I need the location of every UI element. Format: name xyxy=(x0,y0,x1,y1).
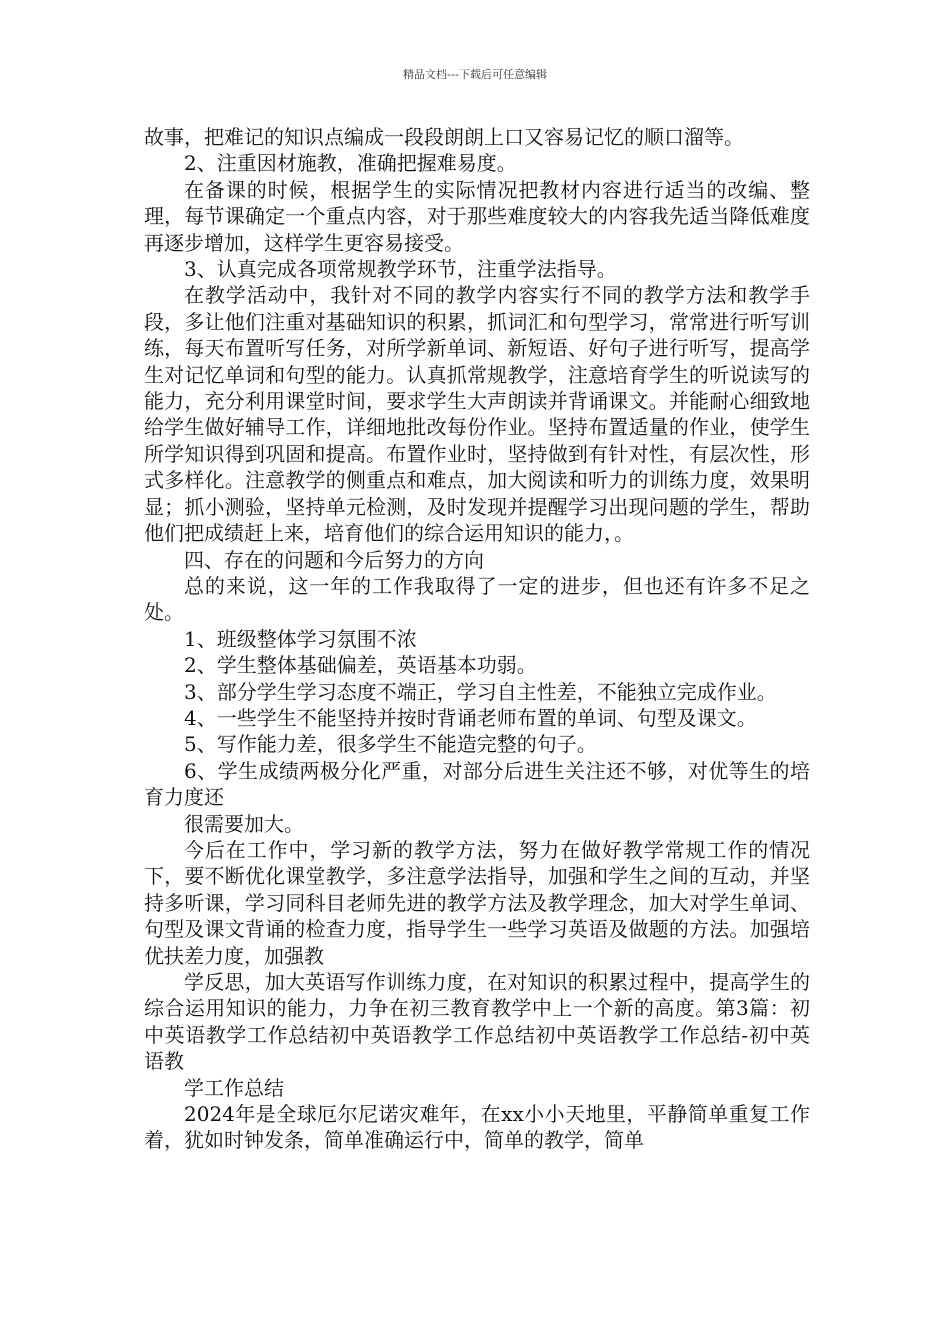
list-item: 6、学生成绩两极分化严重，对部分后进生关注还不够，对优等生的培育力度还 xyxy=(144,758,810,810)
list-item: 4、一些学生不能坚持并按时背诵老师布置的单词、句型及课文。 xyxy=(184,705,757,730)
paragraph: 学工作总结 xyxy=(184,1075,284,1100)
page-header: 精品文档---下载后可任意编辑 xyxy=(403,68,547,81)
paragraph: 很需要加大。 xyxy=(184,811,304,836)
paragraph: 学反思，加大英语写作训练力度，在对知识的积累过程中，提高学生的综合运用知识的能力，力争在初三教育教学中上一个新的高度。第3篇：初中英语教学工作总结初中英语教学工作总结初中英语教学工作总结-初中英语教 xyxy=(144,970,810,1074)
paragraph: 在教学活动中，我针对不同的教学内容实行不同的教学方法和教学手段，多让他们注重对基础知识的积累，抓词汇和句型学习，常常进行听写训练，每天布置听写任务，对所学新单词、新短语、好句子进行听写，提高学生对记忆单词和句型的能力。认真抓常规教学，注意培育学生的听说读写的能力，充分利用课堂时间，要求学生大声朗读并背诵课文。并能耐心细致地给学生做好辅导工作，详细地批改每份作业。坚持布置适量的作业，使学生所学知识得到巩固和提高。布置作业时，坚持做到有针对性，有层次性，形式多样化。注意教学的侧重点和难点，加大阅读和听力的训练力度，效果明显；抓小测验，坚持单元检测，及时发现并提醒学习出现问题的学生，帮助他们把成绩赶上来，培育他们的综合运用知识的能力，。 xyxy=(144,283,810,546)
paragraph: 在备课的时候，根据学生的实际情况把教材内容进行适当的改编、整理，每节课确定一个重点内容，对于那些难度较大的内容我先适当降低难度再逐步增加，这样学生更容易接受。 xyxy=(144,177,810,255)
paragraph: 今后在工作中，学习新的教学方法，努力在做好教学常规工作的情况下，要不断优化课堂教学，多注意学法指导，加强和学生之间的互动，并坚持多听课，学习同科目老师先进的教学方法及教学理念，加大对学生单词、句型及课文背诵的检查力度，指导学生一些学习英语及做题的方法。加强培优扶差力度，加强教 xyxy=(144,837,810,968)
list-item: 1、班级整体学习氛围不浓 xyxy=(184,626,417,651)
paragraph: 故事，把难记的知识点编成一段段朗朗上口又容易记忆的顺口溜等。 xyxy=(144,125,744,149)
section-heading: 四、存在的问题和今后努力的方向 xyxy=(184,547,484,572)
document-body xyxy=(144,124,810,1154)
list-item: 3、部分学生学习态度不端正，学习自主性差，不能独立完成作业。 xyxy=(184,679,777,704)
list-item: 2、学生整体基础偏差，英语基本功弱。 xyxy=(184,653,537,678)
paragraph: 2024年是全球厄尔尼诺灾难年，在xx小小天地里，平静简单重复工作着，犹如时钟发条，简单准确运行中，简单的教学，简单 xyxy=(144,1102,810,1153)
list-item: 5、写作能力差，很多学生不能造完整的句子。 xyxy=(184,732,597,757)
paragraph: 3、认真完成各项常规教学环节，注重学法指导。 xyxy=(184,257,617,282)
paragraph: 总的来说，这一年的工作我取得了一定的进步，但也还有许多不足之处。 xyxy=(144,573,810,625)
paragraph: 2、注重因材施教，准确把握难易度。 xyxy=(184,151,517,176)
